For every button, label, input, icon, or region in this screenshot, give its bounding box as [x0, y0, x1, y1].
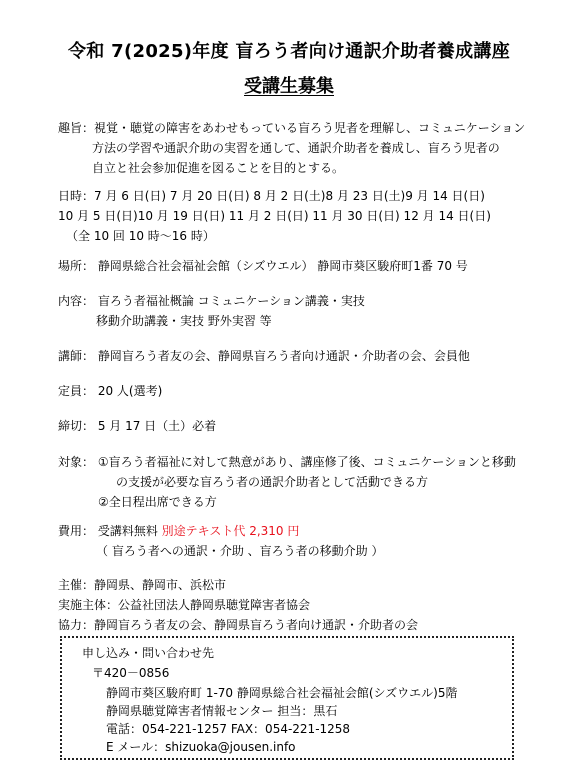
contact-box [60, 636, 514, 760]
schedule-section [58, 186, 491, 246]
contact-tel: 電話：054-221-1257 FAX：054-221-1258 [106, 722, 351, 736]
contact-address: 静岡市葵区駿府町 1-70 静岡県総合社会福祉会館(シズウエル)5階 [106, 686, 458, 700]
fee-note: （ 盲ろう者への通訳・介助 、盲ろう者の移動介助 ） [96, 544, 384, 558]
purpose-line-2: 方法の学習や通訳介助の実習を通して、通訳介助者を養成し、盲ろう児者の [92, 141, 500, 155]
venue-section [58, 256, 468, 276]
fee-line-1 [58, 521, 383, 541]
capacity-section [58, 381, 162, 401]
page-title: 令和 7(2025)年度 盲ろう者向け通訳介助者養成講座 [67, 41, 510, 62]
operator-line: 実施主体：公益社団法人静岡県聴覚障害者協会 [58, 598, 311, 612]
venue-line: 場所： 静岡県総合社会福祉会館（シズウエル） 静岡市葵区駿府町1番 70 号 [58, 259, 468, 273]
content-line-1: 内容： 盲ろう者福祉概論 コミュニケーション講義・実技 [58, 294, 365, 308]
host-line: 主催：静岡県、静岡市、浜松市 [58, 578, 227, 592]
lecturers-section [58, 346, 470, 366]
target-line-2: の支援が必要な盲ろう者の通訳介助者として活動できる方 [116, 475, 429, 489]
lecturers-line: 講師： 静岡盲ろう者友の会、静岡県盲ろう者向け通訳・介助者の会、会員他 [58, 349, 470, 363]
contact-heading: 申し込み・問い合わせ先 [82, 646, 215, 660]
deadline-section [58, 416, 216, 436]
deadline-line: 締切： 5 月 17 日（土）必着 [58, 419, 217, 433]
subtitle-text: 受講生募集 [244, 76, 334, 97]
fee-label: 費用： 受講料無料 [58, 524, 162, 538]
cooperation-line: 協力：静岡盲ろう者友の会、静岡県盲ろう者向け通訳・介助者の会 [58, 618, 419, 632]
target-section [58, 452, 516, 512]
content-line-2: 移動介助講義・実技 野外実習 等 [96, 314, 272, 328]
fee-extra-text: 別途テキスト代 2,310 円 [161, 524, 300, 538]
purpose-line-1: 趣旨：視覚・聴覚の障害をあわせもっている盲ろう児者を理解し、コミュニケーション [58, 121, 526, 135]
schedule-line-3: （全 10 回 10 時～16 時） [66, 229, 215, 243]
contact-zip: 〒420－0856 [92, 666, 170, 680]
contact-email[interactable]: E メール：shizuoka@jousen.info [106, 740, 296, 754]
schedule-line-2: 10 月 5 日(日)10 月 19 日(日) 11 月 2 日(日) 11 月 30 日(日) 12 月 14 日(日) [58, 209, 491, 223]
schedule-line-1: 日時：7 月 6 日(日) 7 月 20 日(日) 8 月 2 日(土)8 月 23 日(土)9 月 14 日(日) [58, 189, 485, 203]
purpose-line-3: 自立と社会参加促進を図ることを目的とする。 [92, 161, 345, 175]
fee-section [58, 521, 383, 561]
capacity-line: 定員： 20 人(選考) [58, 384, 163, 398]
target-line-1: 対象： ①盲ろう者福祉に対して熱意があり、講座修了後、コミュニケーションと移動 [58, 455, 516, 469]
target-line-3: ②全日程出席できる方 [98, 495, 217, 509]
content-section [58, 291, 365, 331]
page-subtitle [0, 72, 578, 98]
contact-org: 静岡県聴覚障害者情報センター 担当：黒石 [106, 704, 338, 718]
organizers-section [58, 575, 418, 635]
purpose-section [58, 118, 525, 178]
